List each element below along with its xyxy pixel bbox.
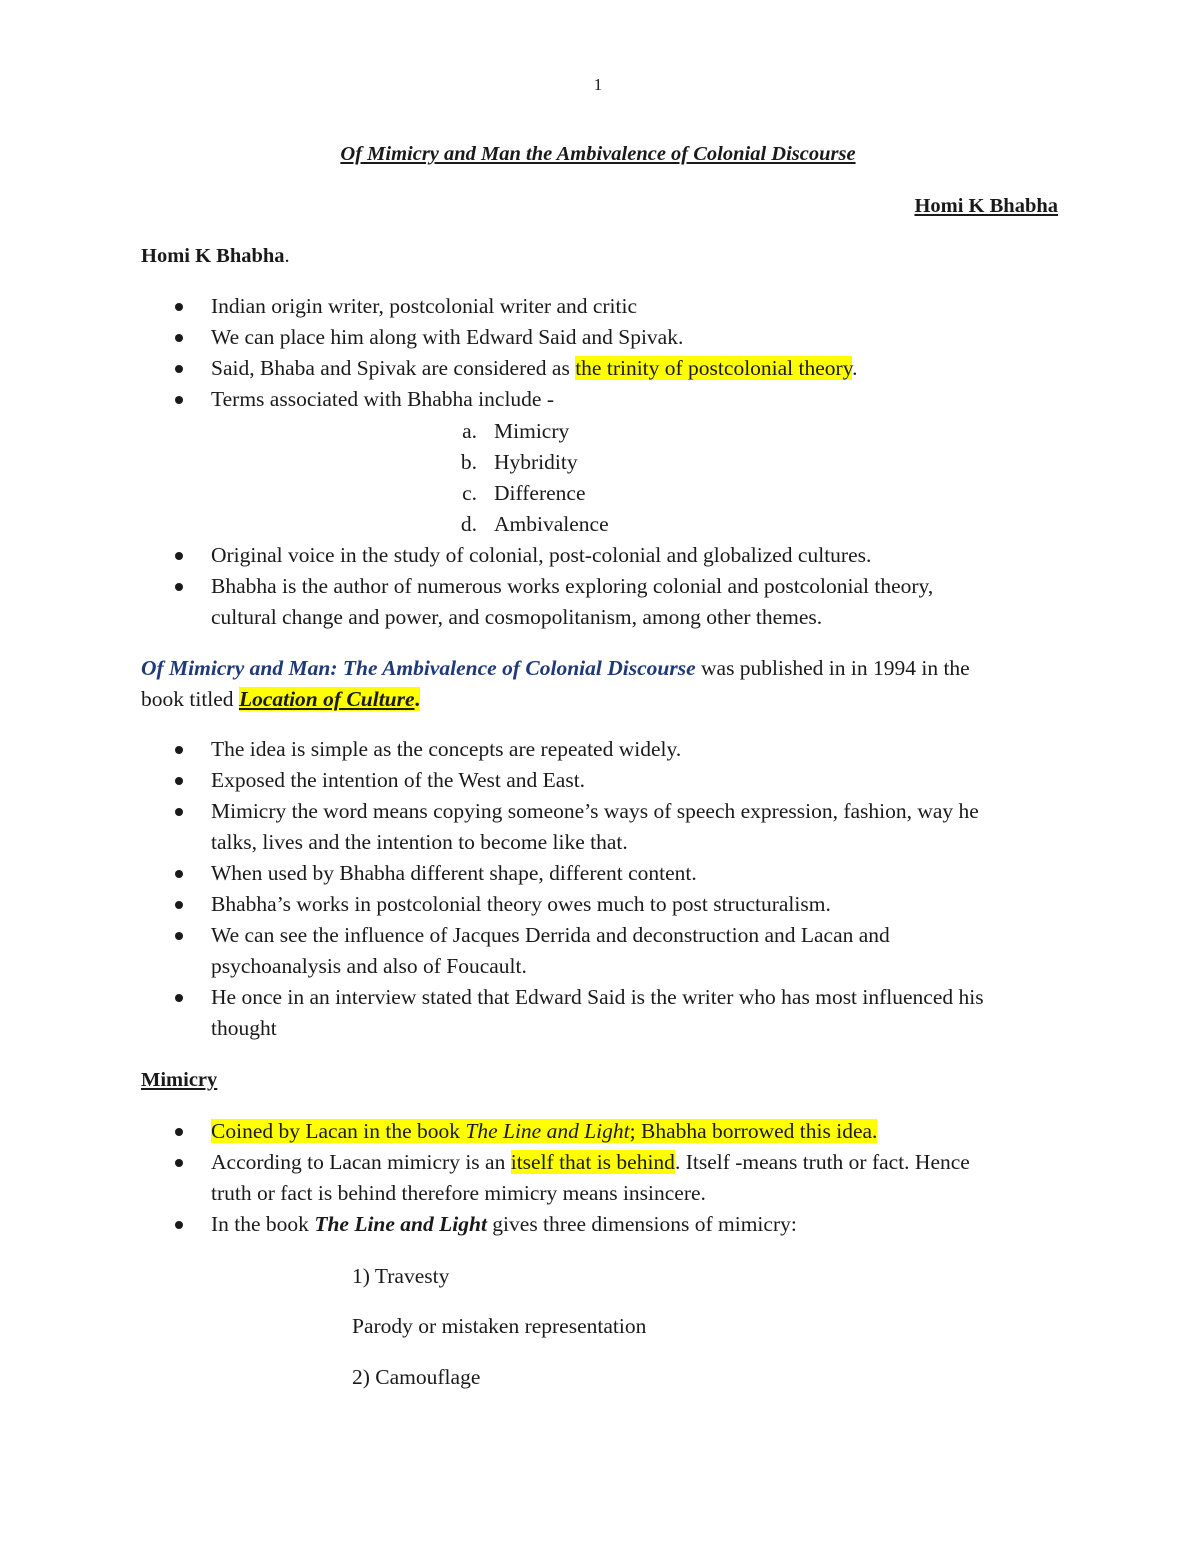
bullet-icon: [175, 583, 183, 591]
paragraph-text: book titled: [141, 687, 239, 711]
dimension-description: Parody or mistaken representation: [352, 1314, 647, 1338]
list-item: Bhabha’s works in postcolonial theory owes much to post structuralism.: [211, 892, 831, 916]
publication-paragraph-line: [141, 658, 970, 680]
list-item-text: According to Lacan mimicry is an: [211, 1150, 511, 1174]
bullet-icon: [175, 334, 183, 342]
bullet-icon: [175, 746, 183, 754]
publication-paragraph-line: [141, 689, 420, 711]
list-item: Exposed the intention of the West and East.: [211, 768, 586, 792]
bullet-icon: [175, 365, 183, 373]
list-item: When used by Bhabha different shape, different content.: [211, 861, 697, 885]
page-number: 1: [593, 75, 603, 94]
bullet-icon: [175, 1128, 183, 1136]
list-item: Bhabha is the author of numerous works exploring colonial and postcolonial theory,: [211, 574, 934, 598]
term-item: Mimicry: [494, 419, 570, 443]
section-heading-mimicry: Mimicry: [141, 1069, 218, 1091]
bullet-icon: [175, 396, 183, 404]
list-letter: a.: [462, 419, 477, 443]
list-item: [211, 1152, 970, 1174]
list-item: Original voice in the study of colonial, post-colonial and globalized cultures.: [211, 543, 872, 567]
list-item: The idea is simple as the concepts are repeated widely.: [211, 737, 682, 761]
bullet-icon: [175, 777, 183, 785]
list-item: We can see the influence of Jacques Derrida and deconstruction and Lacan and: [211, 923, 890, 947]
highlighted-text: itself that is behind: [510, 1150, 675, 1174]
bullet-icon: [175, 1221, 183, 1229]
list-item: Indian origin writer, postcolonial writer and critic: [211, 294, 638, 318]
list-item-text: .: [852, 356, 858, 380]
section-heading-bhabha: [141, 246, 290, 267]
dimension-item: 2) Camouflage: [352, 1365, 481, 1389]
dimension-item: 1) Travesty: [352, 1264, 450, 1288]
list-item: [211, 358, 857, 380]
book-title-suffix: .: [414, 687, 420, 711]
author-line: Homi K Bhabha: [914, 195, 1058, 217]
list-item-continuation: cultural change and power, and cosmopolitanism, among other themes.: [211, 605, 823, 629]
term-item: Hybridity: [494, 450, 578, 474]
bullet-icon: [175, 901, 183, 909]
highlighted-text: ; Bhabha borrowed this idea.: [629, 1119, 878, 1143]
term-item: Ambivalence: [494, 512, 609, 536]
list-letter: c.: [462, 481, 477, 505]
bullet-icon: [175, 552, 183, 560]
list-item: We can place him along with Edward Said and Spivak.: [211, 325, 684, 349]
book-title-italic: The Line and Light: [465, 1119, 630, 1143]
list-item: Mimicry the word means copying someone’s ways of speech expression, fashion, way he: [211, 799, 979, 823]
section-heading-suffix: .: [284, 245, 290, 267]
list-letter: b.: [460, 450, 477, 474]
term-item: Difference: [494, 481, 586, 505]
document-title: Of Mimicry and Man the Ambivalence of Colonial Discourse: [340, 143, 856, 165]
list-item-text: gives three dimensions of mimicry:: [486, 1212, 797, 1236]
bullet-icon: [175, 932, 183, 940]
list-item-continuation: talks, lives and the intention to become like that.: [211, 830, 628, 854]
list-item-continuation: truth or fact is behind therefore mimicry means insincere.: [211, 1181, 706, 1205]
essay-title: Of Mimicry and Man: The Ambivalence of Colonial Discourse: [141, 656, 696, 680]
bullet-icon: [175, 870, 183, 878]
list-item: He once in an interview stated that Edward Said is the writer who has most influenced his: [211, 985, 984, 1009]
highlighted-text: the trinity of postcolonial theory: [575, 356, 853, 380]
list-item-text: . Itself -means truth or fact. Hence: [674, 1150, 970, 1174]
list-item: Terms associated with Bhabha include -: [211, 387, 554, 411]
list-letter: d.: [460, 512, 477, 536]
list-item: [211, 1121, 877, 1143]
list-item-text: In the book: [211, 1212, 315, 1236]
bullet-icon: [175, 808, 183, 816]
highlighted-text: Coined by Lacan in the book: [211, 1119, 466, 1143]
book-title: Location of Culture: [238, 687, 415, 711]
bullet-icon: [175, 994, 183, 1002]
book-title-bold-italic: The Line and Light: [314, 1212, 487, 1236]
paragraph-text: was published in in 1994 in the: [695, 656, 970, 680]
list-item-continuation: thought: [211, 1016, 277, 1040]
section-heading-text: Homi K Bhabha: [141, 245, 285, 267]
list-item: [211, 1214, 797, 1236]
bullet-icon: [175, 303, 183, 311]
list-item-continuation: psychoanalysis and also of Foucault.: [211, 954, 527, 978]
bullet-icon: [175, 1159, 183, 1167]
list-item-text: Said, Bhaba and Spivak are considered as: [211, 356, 576, 380]
